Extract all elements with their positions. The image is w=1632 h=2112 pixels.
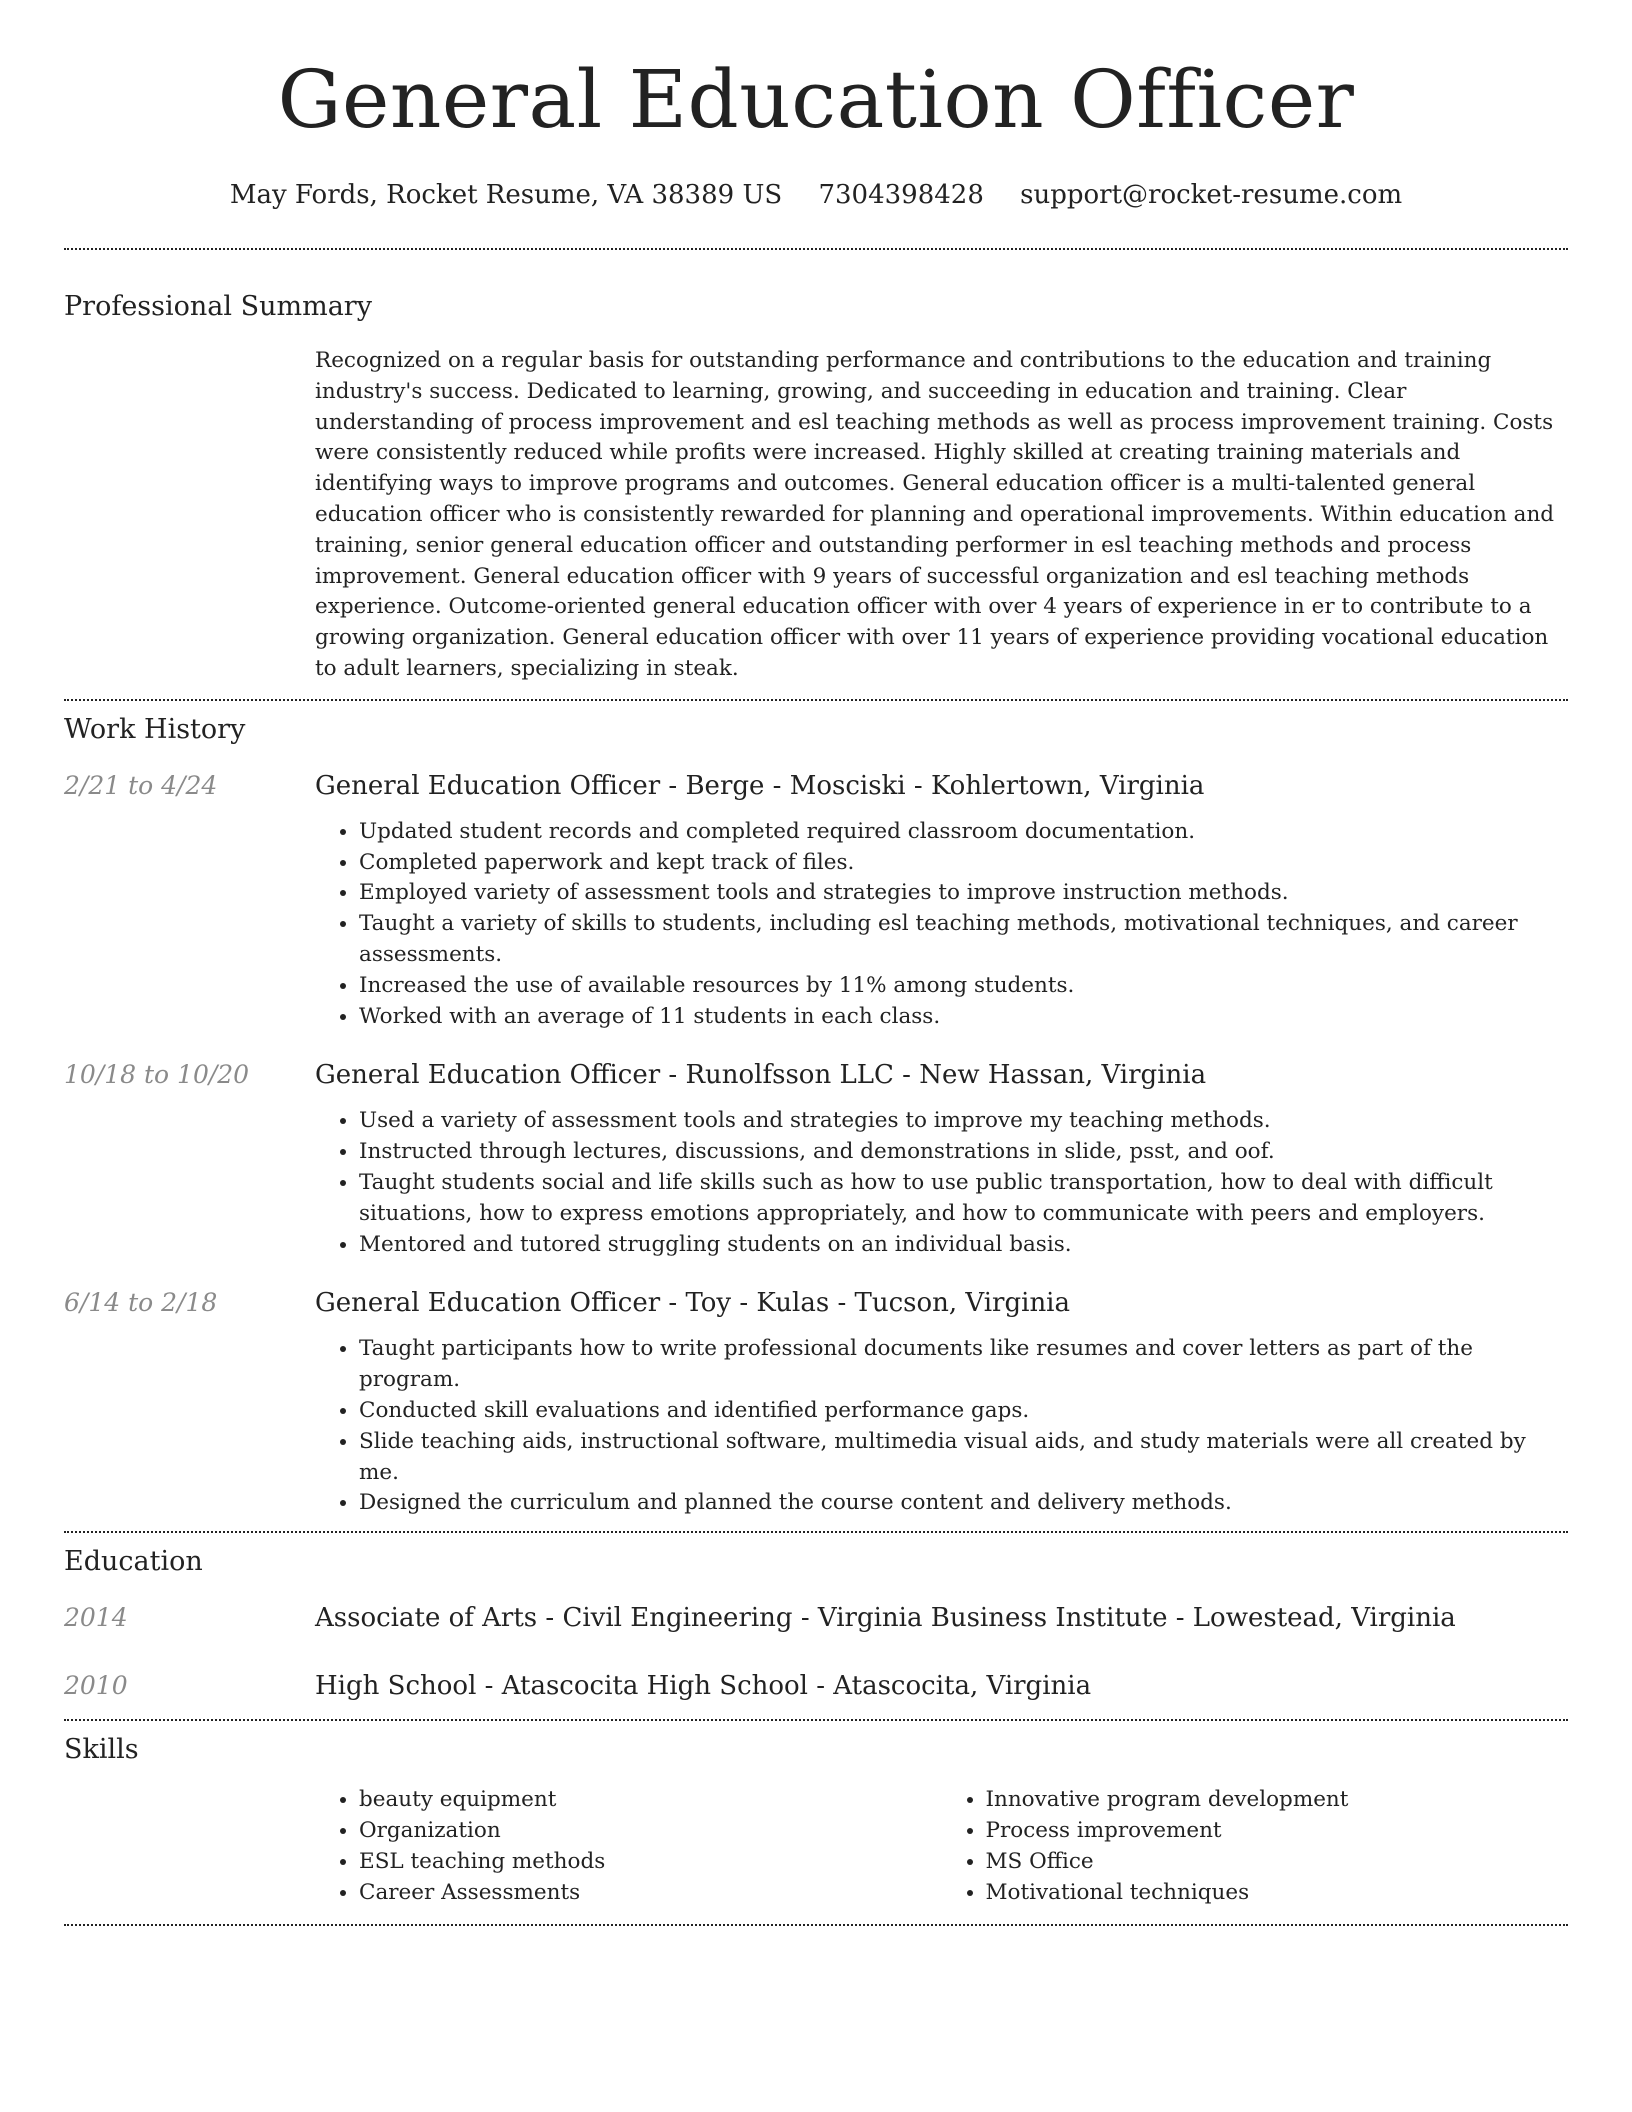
entry-date: 2014 bbox=[64, 1603, 128, 1633]
skills-column-right bbox=[942, 1785, 1569, 1908]
entry-date: 10/18 to 10/20 bbox=[64, 1060, 250, 1090]
entry-body bbox=[315, 1601, 1568, 1635]
entry-body bbox=[315, 769, 1568, 1033]
bullet-item: • Employed variety of assessment tools and strategies to improve instruction methods. bbox=[359, 878, 1568, 909]
bullet-item: • Slide teaching aids, instructional software, multimedia visual aids, and study materials were all created by me. bbox=[359, 1427, 1568, 1489]
contact-email: support@rocket-resume.com bbox=[1020, 180, 1403, 210]
bullet-item: • Instructed through lectures, discussions, and demonstrations in slide, psst, and oof. bbox=[359, 1137, 1568, 1168]
entry-bullets bbox=[315, 1106, 1568, 1260]
skill-item: • Motivational techniques bbox=[986, 1878, 1569, 1909]
section-title-skills: Skills bbox=[64, 1734, 139, 1766]
contact-line bbox=[64, 178, 1568, 212]
work-entry bbox=[64, 1058, 1568, 1260]
entry-body bbox=[315, 1669, 1568, 1703]
bullet-item: • Designed the curriculum and planned the course content and delivery methods. bbox=[359, 1488, 1568, 1519]
bullet-item: • Increased the use of available resources by 11% among students. bbox=[359, 971, 1568, 1002]
skill-item: • ESL teaching methods bbox=[359, 1847, 942, 1878]
skill-item: • MS Office bbox=[986, 1847, 1569, 1878]
bullet-item: • Worked with an average of 11 students in each class. bbox=[359, 1002, 1568, 1033]
entry-date: 2/21 to 4/24 bbox=[64, 770, 218, 800]
section-title-work-history: Work History bbox=[64, 713, 246, 745]
education-entry bbox=[64, 1669, 1568, 1703]
bullet-item: • Used a variety of assessment tools and strategies to improve my teaching methods. bbox=[359, 1106, 1568, 1137]
entry-title: General Education Officer - Runolfsson LLC - New Hassan, Virginia bbox=[315, 1060, 1207, 1091]
candidate-name: General Education Officer bbox=[277, 53, 1355, 146]
section-title-summary: Professional Summary bbox=[64, 291, 372, 322]
skill-item: • Career Assessments bbox=[359, 1878, 942, 1909]
bullet-item: • Taught students social and life skills such as how to use public transportation, how to deal with difficult situations, how to express emotions appropriately, and how to communicate with peers and employers. bbox=[359, 1168, 1568, 1230]
bullet-item: • Mentored and tutored struggling students on an individual basis. bbox=[359, 1230, 1568, 1261]
bullet-item: • Updated student records and completed required classroom documentation. bbox=[359, 817, 1568, 848]
skill-item: • Innovative program development bbox=[986, 1785, 1569, 1816]
divider bbox=[64, 1531, 1568, 1533]
entry-body bbox=[315, 1058, 1568, 1260]
divider bbox=[64, 699, 1568, 701]
skills-list bbox=[315, 1785, 1568, 1908]
bullet-item: • Taught a variety of skills to students, including esl teaching methods, motivational techniques, and career assessments. bbox=[359, 909, 1568, 971]
entry-body bbox=[315, 1286, 1568, 1519]
entry-title: Associate of Arts - Civil Engineering - Virginia Business Institute - Lowestead, Virginia bbox=[315, 1603, 1456, 1634]
contact-phone: 7304398428 bbox=[818, 180, 984, 210]
contact-address: May Fords, Rocket Resume, VA 38389 US bbox=[229, 180, 783, 210]
divider bbox=[64, 1924, 1568, 1926]
bullet-item: • Taught participants how to write professional documents like resumes and cover letters as part of the program. bbox=[359, 1334, 1568, 1396]
entry-title: General Education Officer - Toy - Kulas - Tucson, Virginia bbox=[315, 1288, 1071, 1319]
entry-title: General Education Officer - Berge - Mosciski - Kohlertown, Virginia bbox=[315, 770, 1205, 801]
summary-text: Recognized on a regular basis for outstanding performance and contributions to the education and training industry's success. Dedicated to learning, growing, and succeeding in education and training. Clear understanding of process improvement and esl teaching methods as well as process improvement training. Costs were consistently reduced while profits were increased. Highly skilled at creating training materials and identifying ways to improve programs and outcomes. General education officer is a multi-talented general education officer who is consistently rewarded for planning and operational improvements. Within education and training, senior general education officer and outstanding performer in esl teaching methods and process improvement. General education officer with 9 years of successful organization and esl teaching methods experience. Outcome-oriented general education officer with over 4 years of experience in er to contribute to a growing organization. General education officer with over 11 years of experience providing vocational education to adult learners, specializing in steak. bbox=[315, 348, 1555, 681]
skills-column-left bbox=[315, 1785, 942, 1908]
skill-item: • Process improvement bbox=[986, 1816, 1569, 1847]
divider bbox=[64, 1719, 1568, 1721]
skill-item: • Organization bbox=[359, 1816, 942, 1847]
bullet-item: • Conducted skill evaluations and identified performance gaps. bbox=[359, 1396, 1568, 1427]
skill-item: • beauty equipment bbox=[359, 1785, 942, 1816]
bullet-item: • Completed paperwork and kept track of files. bbox=[359, 848, 1568, 879]
education-entry bbox=[64, 1601, 1568, 1635]
resume-header bbox=[64, 0, 1568, 212]
entry-bullets bbox=[315, 1334, 1568, 1519]
entry-date: 2010 bbox=[64, 1671, 128, 1701]
entry-title: High School - Atascocita High School - Atascocita, Virginia bbox=[315, 1671, 1092, 1702]
section-title-education: Education bbox=[64, 1546, 203, 1578]
divider bbox=[64, 248, 1568, 250]
work-entry bbox=[64, 1286, 1568, 1519]
entry-bullets bbox=[315, 817, 1568, 1033]
work-entry bbox=[64, 769, 1568, 1033]
entry-date: 6/14 to 2/18 bbox=[64, 1288, 218, 1318]
